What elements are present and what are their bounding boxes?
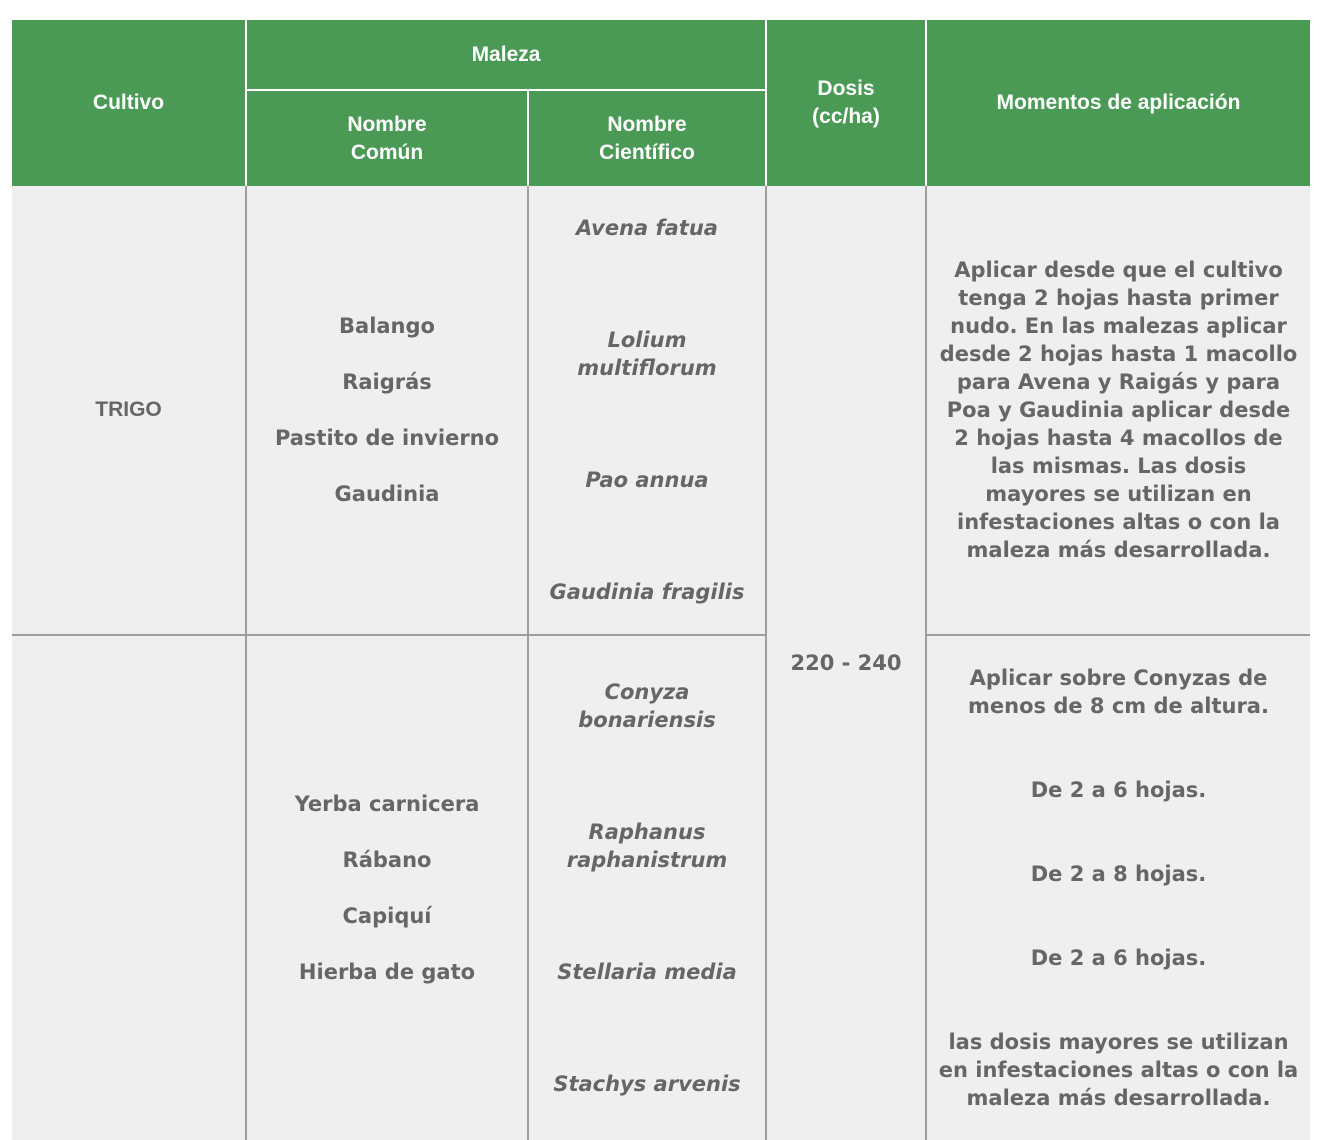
nombre-cientifico-item: Pao annua [585, 468, 709, 492]
nombre-cientifico-cell [528, 186, 766, 635]
momentos-text: las dosis mayores se utilizan en infestaciones altas o con la maleza más desarrollada. [938, 1030, 1299, 1110]
nombre-cientifico-item: Stellaria media [557, 960, 737, 984]
herbicide-table [12, 20, 1310, 1140]
nombre-comun-item: Balango [339, 314, 435, 338]
nombre-comun-item: Gaudinia [334, 482, 440, 506]
nombre-comun-item: Raigrás [342, 370, 432, 394]
nombre-comun-list [247, 312, 527, 508]
nombre-comun-cell [246, 635, 528, 1140]
nombre-cientifico-list [529, 186, 765, 634]
momentos-text: Aplicar desde que el cultivo tenga 2 hojas hasta primer nudo. En las malezas aplicar desde 2 hojas hasta 1 macollo para Avena y Raigás y para Poa y Gaudinia aplicar desde 2 hojas hasta 4 macollos de las mismas. Las dosis mayores se utilizan en infestaciones altas o con la maleza más desarrollada. [939, 258, 1298, 562]
nombre-comun-item: Rábano [342, 848, 432, 872]
nombre-comun-item: Hierba de gato [298, 960, 476, 984]
header-nombre-comun: Nombre Común [246, 90, 528, 186]
herbicide-table-container [12, 20, 1310, 1110]
nombre-cientifico-item: Raphanus raphanistrum [566, 820, 728, 872]
nombre-cientifico-item: Gaudinia fragilis [549, 580, 745, 604]
header-cultivo: Cultivo [12, 20, 246, 186]
table-row-2 [12, 635, 1310, 1140]
header-nombre-cientifico: Nombre Científico [528, 90, 766, 186]
cultivo-cell [12, 635, 246, 1140]
table-row-trigo [12, 186, 1310, 635]
momentos-text: De 2 a 6 hojas. [1030, 778, 1207, 802]
header-momentos: Momentos de aplicación [926, 20, 1310, 186]
dosis-cell: 220 - 240 [766, 186, 926, 1140]
nombre-comun-item: Capiquí [342, 904, 432, 928]
nombre-cientifico-item: Conyza bonariensis [578, 680, 716, 732]
cultivo-cell: TRIGO [12, 186, 246, 635]
header-row-1 [12, 20, 1310, 90]
momentos-text: De 2 a 6 hojas. [1030, 946, 1207, 970]
momentos-cell [926, 186, 1310, 635]
nombre-comun-item: Yerba carnicera [294, 792, 480, 816]
nombre-cientifico-item: Stachys arvenis [553, 1072, 741, 1096]
nombre-cientifico-item: Avena fatua [576, 216, 718, 240]
header-dosis: Dosis (cc/ha) [766, 20, 926, 186]
header-maleza: Maleza [246, 20, 766, 90]
momentos-text: De 2 a 8 hojas. [1030, 862, 1207, 886]
nombre-cientifico-item: Lolium multiflorum [577, 328, 717, 380]
nombre-cientifico-list [529, 650, 765, 1126]
nombre-comun-list [247, 790, 527, 986]
momentos-text: Aplicar sobre Conyzas de menos de 8 cm de altura. [968, 666, 1269, 718]
nombre-cientifico-cell [528, 635, 766, 1140]
nombre-comun-cell [246, 186, 528, 635]
nombre-comun-item: Pastito de invierno [274, 426, 500, 450]
momentos-cell [926, 635, 1310, 1140]
